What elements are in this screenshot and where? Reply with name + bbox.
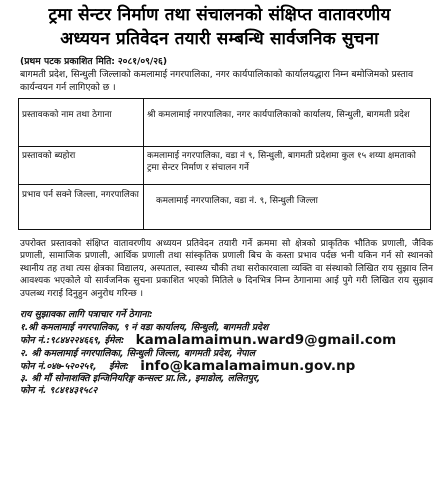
contact-2-email[interactable]: info@kamalamaimun.gov.np [140,357,356,374]
publication-date-value: २०८१/०९/२६) [117,56,168,67]
proposal-info-table [18,98,431,230]
contact-heading: राय सुझावका लागि पत्राचार गर्ने ठेगाना: [20,309,153,321]
contact-3-address: ३. श्री मौं सोनाशक्ति इन्जिनियरिङ्ग कन्सल्ट प्रा.लि., इमाडोल, ललितपुर, [20,373,261,385]
table-row [19,185,431,230]
contact-1-email-label: ईमेल: [104,335,125,347]
table-key: प्रभाव पर्न सक्ने जिल्ला, नगरपालिका [19,185,144,230]
contact-2-address: २. श्री कमलामाई नगरपालिका, सिन्धुली जिल्ला, बागमती प्रदेश, नेपाल [20,347,255,359]
contact-1-line [20,334,433,347]
contact-section [20,309,433,397]
table-row [19,147,431,185]
contact-2-phone: फोन नं.०४७-५२०२५१, [20,360,97,372]
table-value: कमलामाई नगरपालिका, वडा नं. ९, सिन्धुली जिल्ला [144,185,431,230]
contact-1-email[interactable]: kamalamaimun.ward9@gmail.com [135,332,397,349]
contact-3-phone: फोन नं. ९८४१४३१५८२ [20,385,98,397]
table-key: प्रस्तावकको नाम तथा ठेगाना [19,99,144,147]
contact-1-address: १.श्री कमलामाई नगरपालिका, ९ नं वडा कार्यालय, सिन्धुली, बागमती प्रदेश [20,322,269,334]
body-paragraph: उपरोक्त प्रस्तावको संक्षिप्त वातावरणीय अध्ययन प्रतिवेदन तयारी गर्ने क्रममा सो क्षेत्रको प्राकृतिक भौतिक प्रणाली, जैविक प्रणाली, सामाजिक प्रणाली, आर्थिक प्रणाली तथा सांस्कृतिक प्रणाली बिच के कस्ता प्रभाव पर्दछ भनी यकिन गर्न सो स्थानको स्थानीय तह तथा त्यस क्षेत्रका विद्यालय, अस्पताल, स्वास्थ्य चौकी तथा सरोकारवाला व्यक्ति वा संस्थाको लिखित राय सुझाव लिन आवश्यक भएकोले यो सार्वजनिक सुचना प्रकाशित भएको मितिले ७ दिनभित्र निम्न ठेगानामा आई पुगे गरी लिखित राय सुझाव उपलब्ध गराई दिनुहुन अनुरोध गरिन्छ । [20,239,433,299]
contact-2-email-label: ईमेल: [109,360,129,372]
intro-text: बागमती प्रदेश, सिन्धुली जिल्लाको कमलामाई नगरपालिका, नगर कार्यपालिकाको कार्यालयद्धारा निम्न बमोजिमको प्रस्ताव कार्यन्वयन गर्न लागिएको छ । [20,69,414,93]
table-value: श्री कमलामाई नगरपालिका, नगर कार्यपालिकाको कार्यालय, सिन्धुली, बागमती प्रदेश [144,99,431,147]
title-line-2: अध्ययन प्रतिवेदन तयारी सम्बन्धि सार्वजनिक सुचना [60,29,379,49]
table-row [19,99,431,147]
notice-title [0,3,439,51]
publication-label: (प्रथम पटक प्रकाशित मिति: [20,56,115,67]
contact-2-line [20,357,433,374]
table-value: कमलामाई नगरपालिका, वडा नं ९, सिन्धुली, बागमती प्रदेशमा कुल १५ शय्या क्षमताको ट्रमा सेन्टर निर्माण र संचालन गर्ने [144,147,431,185]
publication-date [20,55,435,68]
table-key: प्रस्तावको ब्यहोरा [19,147,144,185]
title-line-1: ट्रमा सेन्टर निर्माण तथा संचालनको संक्षिप्त वातावरणीय [48,5,391,25]
contact-1-phone: फोन नं.:९८४४२२४६६९, [20,335,102,347]
